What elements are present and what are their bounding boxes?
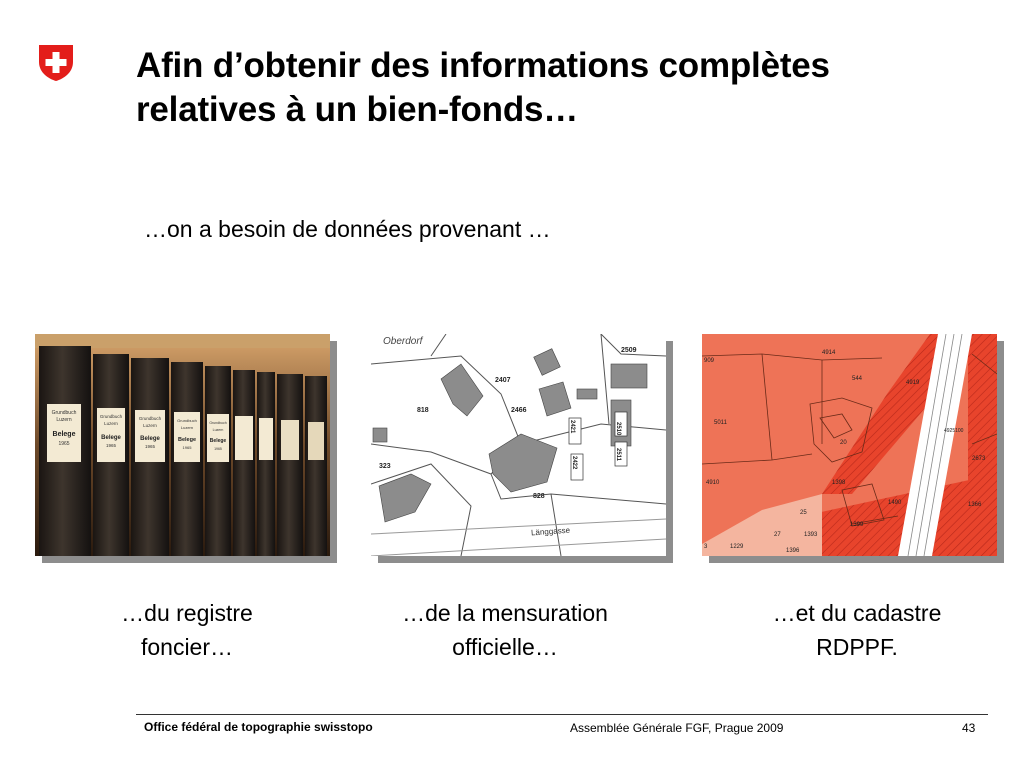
slide-title <box>136 44 976 132</box>
binder-label <box>47 404 81 462</box>
caption-rdppf-cadastre <box>735 596 979 664</box>
caption-line: …de la mensuration <box>402 600 608 626</box>
svg-text:1965: 1965 <box>105 443 117 448</box>
caption-line: foncier… <box>140 634 234 660</box>
footer-divider <box>136 714 988 715</box>
svg-text:Belege: Belege <box>177 437 197 443</box>
svg-text:Grundbuch: Grundbuch <box>177 418 197 423</box>
svg-text:Belege: Belege <box>209 438 227 444</box>
binder-label <box>135 410 165 462</box>
svg-text:25: 25 <box>800 510 807 516</box>
binder-label <box>174 412 200 462</box>
svg-text:2511: 2511 <box>615 448 621 462</box>
svg-text:Belege: Belege <box>140 436 160 442</box>
svg-text:2422: 2422 <box>571 456 577 470</box>
svg-text:1490: 1490 <box>888 500 902 506</box>
map-place-label: Oberdorf <box>383 336 423 347</box>
svg-text:2673: 2673 <box>972 456 986 462</box>
svg-text:1398: 1398 <box>832 480 846 486</box>
svg-text:544: 544 <box>852 376 863 382</box>
swiss-coat-of-arms-logo <box>38 44 74 82</box>
svg-text:Grundbuch: Grundbuch <box>51 410 77 416</box>
svg-text:Luzern: Luzern <box>212 428 224 432</box>
slide-subtitle: …on a besoin de données provenant … <box>144 216 551 242</box>
svg-text:Luzern: Luzern <box>143 423 157 428</box>
svg-text:818: 818 <box>417 407 429 414</box>
svg-text:1965: 1965 <box>58 441 70 447</box>
svg-text:4925100: 4925100 <box>944 428 964 434</box>
svg-text:Grundbuch: Grundbuch <box>209 421 227 425</box>
svg-text:2466: 2466 <box>511 407 527 414</box>
svg-text:2421: 2421 <box>569 420 575 434</box>
svg-text:4910: 4910 <box>706 480 720 486</box>
svg-text:4919: 4919 <box>906 380 920 386</box>
official-survey-map <box>371 334 666 556</box>
svg-text:5011: 5011 <box>714 420 727 426</box>
footer-event: Assemblée Générale FGF, Prague 2009 <box>570 721 784 735</box>
svg-text:1965: 1965 <box>144 444 156 449</box>
rdppf-cadastre-map <box>702 334 997 556</box>
svg-text:Belege: Belege <box>101 435 121 441</box>
svg-text:1965: 1965 <box>182 445 192 450</box>
caption-line: …et du cadastre <box>772 600 942 626</box>
binder-label <box>207 414 229 462</box>
svg-text:1229: 1229 <box>730 544 744 550</box>
svg-text:4914: 4914 <box>822 350 836 356</box>
svg-text:Luzern: Luzern <box>180 425 194 430</box>
caption-official-survey <box>366 596 644 664</box>
svg-text:Grundbuch: Grundbuch <box>99 414 123 419</box>
svg-text:27: 27 <box>774 532 781 538</box>
svg-text:3: 3 <box>704 544 708 550</box>
svg-text:Luzern: Luzern <box>104 421 118 426</box>
svg-text:Luzern: Luzern <box>56 417 72 423</box>
caption-line: officielle… <box>452 634 558 660</box>
caption-line: RDPPF. <box>816 634 898 660</box>
binder-label <box>97 408 125 462</box>
svg-text:2509: 2509 <box>621 347 637 354</box>
svg-text:Belege: Belege <box>52 431 76 438</box>
svg-text:909: 909 <box>704 358 715 364</box>
svg-text:2510: 2510 <box>615 422 621 436</box>
caption-land-register <box>80 596 294 664</box>
slide-title-line-2: relatives à un bien-fonds… <box>136 90 579 129</box>
svg-text:Grundbuch: Grundbuch <box>138 416 162 421</box>
svg-text:1393: 1393 <box>804 532 818 538</box>
svg-text:323: 323 <box>379 463 391 470</box>
map-street-label: Länggasse <box>530 525 571 538</box>
slide-title-line-1: Afin d’obtenir des informations complètes <box>136 46 830 85</box>
svg-text:20: 20 <box>840 440 847 446</box>
svg-text:1965: 1965 <box>214 447 222 451</box>
page-number: 43 <box>962 721 976 735</box>
land-register-binders-photo <box>35 334 330 556</box>
svg-text:2407: 2407 <box>495 377 511 384</box>
svg-text:1399: 1399 <box>850 522 864 528</box>
svg-text:1396: 1396 <box>786 548 800 554</box>
caption-line: …du registre <box>121 600 253 626</box>
footer-organisation: Office fédéral de topographie swisstopo <box>144 720 373 734</box>
svg-text:828: 828 <box>533 493 545 500</box>
svg-text:1366: 1366 <box>968 502 982 508</box>
